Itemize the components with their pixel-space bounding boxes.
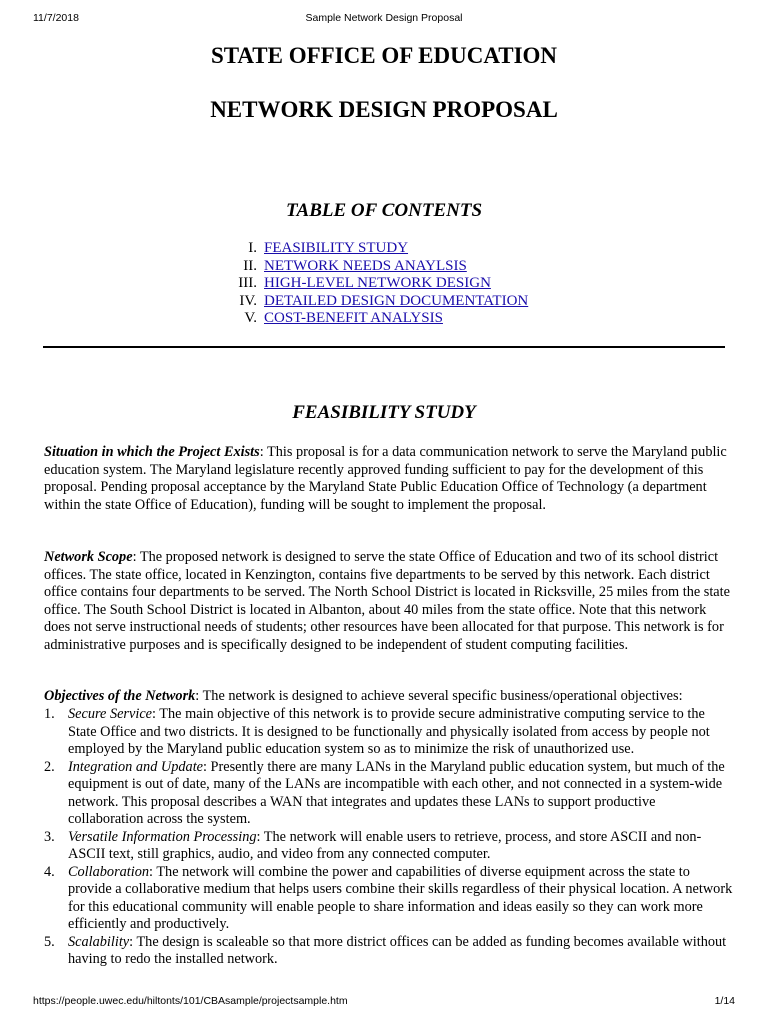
table-of-contents (200, 240, 600, 328)
toc-item (200, 293, 600, 311)
print-header-title: Sample Network Design Proposal (305, 12, 463, 24)
toc-item (200, 310, 600, 328)
toc-item (200, 258, 600, 276)
list-item-term: Secure Service (68, 706, 153, 722)
list-item (44, 706, 734, 759)
document-title-office: STATE OFFICE OF EDUCATION (210, 43, 558, 68)
toc-link-high-level-design[interactable]: HIGH-LEVEL NETWORK DESIGN (264, 275, 491, 291)
list-item-text: : The network will combine the power and capabilities of diverse equipment across the state to provide a collaborative medium that helps users combine their skills regardless of their physical location. A network for this educational community will enable people to share information and ideas easily so they can work more efficiently and productively. (68, 863, 733, 932)
list-item (44, 864, 734, 934)
list-item (44, 759, 734, 829)
document-title-proposal: NETWORK DESIGN PROPOSAL (210, 97, 558, 122)
list-item-number: 3. (44, 828, 55, 845)
list-item (44, 934, 734, 969)
paragraph-text: : This proposal is for a data communication network to serve the Maryland public education system. The Maryland legislature recently approved funding sufficient to pay for the development of this proposal. Pending proposal acceptance by the Maryland State Public Education Office of Technology (a department within the state Office of Education), funding will be sought to implement the proposal. (44, 444, 727, 513)
toc-link-detailed-design[interactable]: DETAILED DESIGN DOCUMENTATION (264, 292, 529, 309)
list-item-number: 1. (44, 706, 55, 722)
list-item-text: : The network will enable users to retrieve, process, and store ASCII and non-ASCII text, still graphics, audio, and video from any connected computer. (68, 828, 702, 862)
list-item-term: Integration and Update (68, 758, 204, 775)
toc-item (200, 275, 600, 293)
paragraph-objectives (44, 688, 734, 706)
toc-item-number: I. (248, 240, 257, 256)
paragraph-text: : The network is designed to achieve several specific business/operational objectives: (195, 688, 683, 704)
objectives-list (44, 706, 734, 969)
paragraph-lead: Situation in which the Project Exists (44, 444, 260, 460)
paragraph-lead: Network Scope (44, 549, 133, 565)
list-item (44, 829, 734, 864)
list-item-term: Collaboration (68, 863, 150, 880)
paragraph-network-scope (44, 549, 734, 654)
paragraph-lead: Objectives of the Network (44, 688, 196, 704)
toc-item (200, 240, 600, 258)
toc-item-number: II. (243, 257, 257, 274)
list-item-number: 5. (44, 933, 55, 950)
list-item-text: : Presently there are many LANs in the Maryland public education system, but much of the equipment is out of date, many of the LANs are incompatible with each other, and not connected in a system-wide network. This proposal describes a WAN that integrates and updates these LANs to support productive collaboration across the system. (68, 758, 725, 827)
list-item-term: Versatile Information Processing (68, 828, 257, 845)
print-footer-page-number: 1/14 (714, 995, 735, 1007)
print-footer-url: https://people.uwec.edu/hiltonts/101/CBAsample/projectsample.htm (33, 995, 348, 1007)
toc-heading: TABLE OF CONTENTS (285, 200, 483, 221)
list-item-text: : The design is scaleable so that more district offices can be added as funding becomes available without having to redo the installed network. (68, 933, 727, 967)
toc-link-feasibility-study[interactable]: FEASIBILITY STUDY (264, 240, 409, 256)
toc-link-network-needs-analysis[interactable]: NETWORK NEEDS ANAYLSIS (264, 257, 467, 274)
paragraph-situation (44, 444, 734, 514)
section-heading-feasibility: FEASIBILITY STUDY (292, 402, 476, 423)
toc-item-number: IV. (239, 292, 257, 309)
toc-item-number: V. (244, 310, 257, 326)
list-item-number: 2. (44, 758, 55, 775)
list-item-number: 4. (44, 863, 55, 880)
paragraph-text: : The proposed network is designed to serve the state Office of Education and two of its school district offices. The state office, located in Kenzington, contains five departments to be served by this network. Each district office contains four departments to be served. The North School District is located in Ricksville, 25 miles from the state office. The South School District is located in Albanton, about 40 miles from the state office. Note that this network does not serve instructional needs of students; other resources have been allocated for that purpose. This network is for administrative purposes and is specifically designed to be independent of student computing facilities. (44, 549, 730, 653)
list-item-text: : The main objective of this network is to provide secure administrative computing service to the State Office and two districts. It is designed to be functionally and physically isolated from access by people not employed by the Maryland public education system so as to minimize the risk of unauthorized use. (68, 706, 710, 757)
horizontal-rule (43, 346, 725, 348)
toc-item-number: III. (238, 275, 257, 291)
print-header-date: 11/7/2018 (33, 12, 79, 24)
toc-link-cost-benefit[interactable]: COST-BENEFIT ANALYSIS (264, 310, 443, 326)
list-item-term: Scalability (68, 933, 130, 950)
